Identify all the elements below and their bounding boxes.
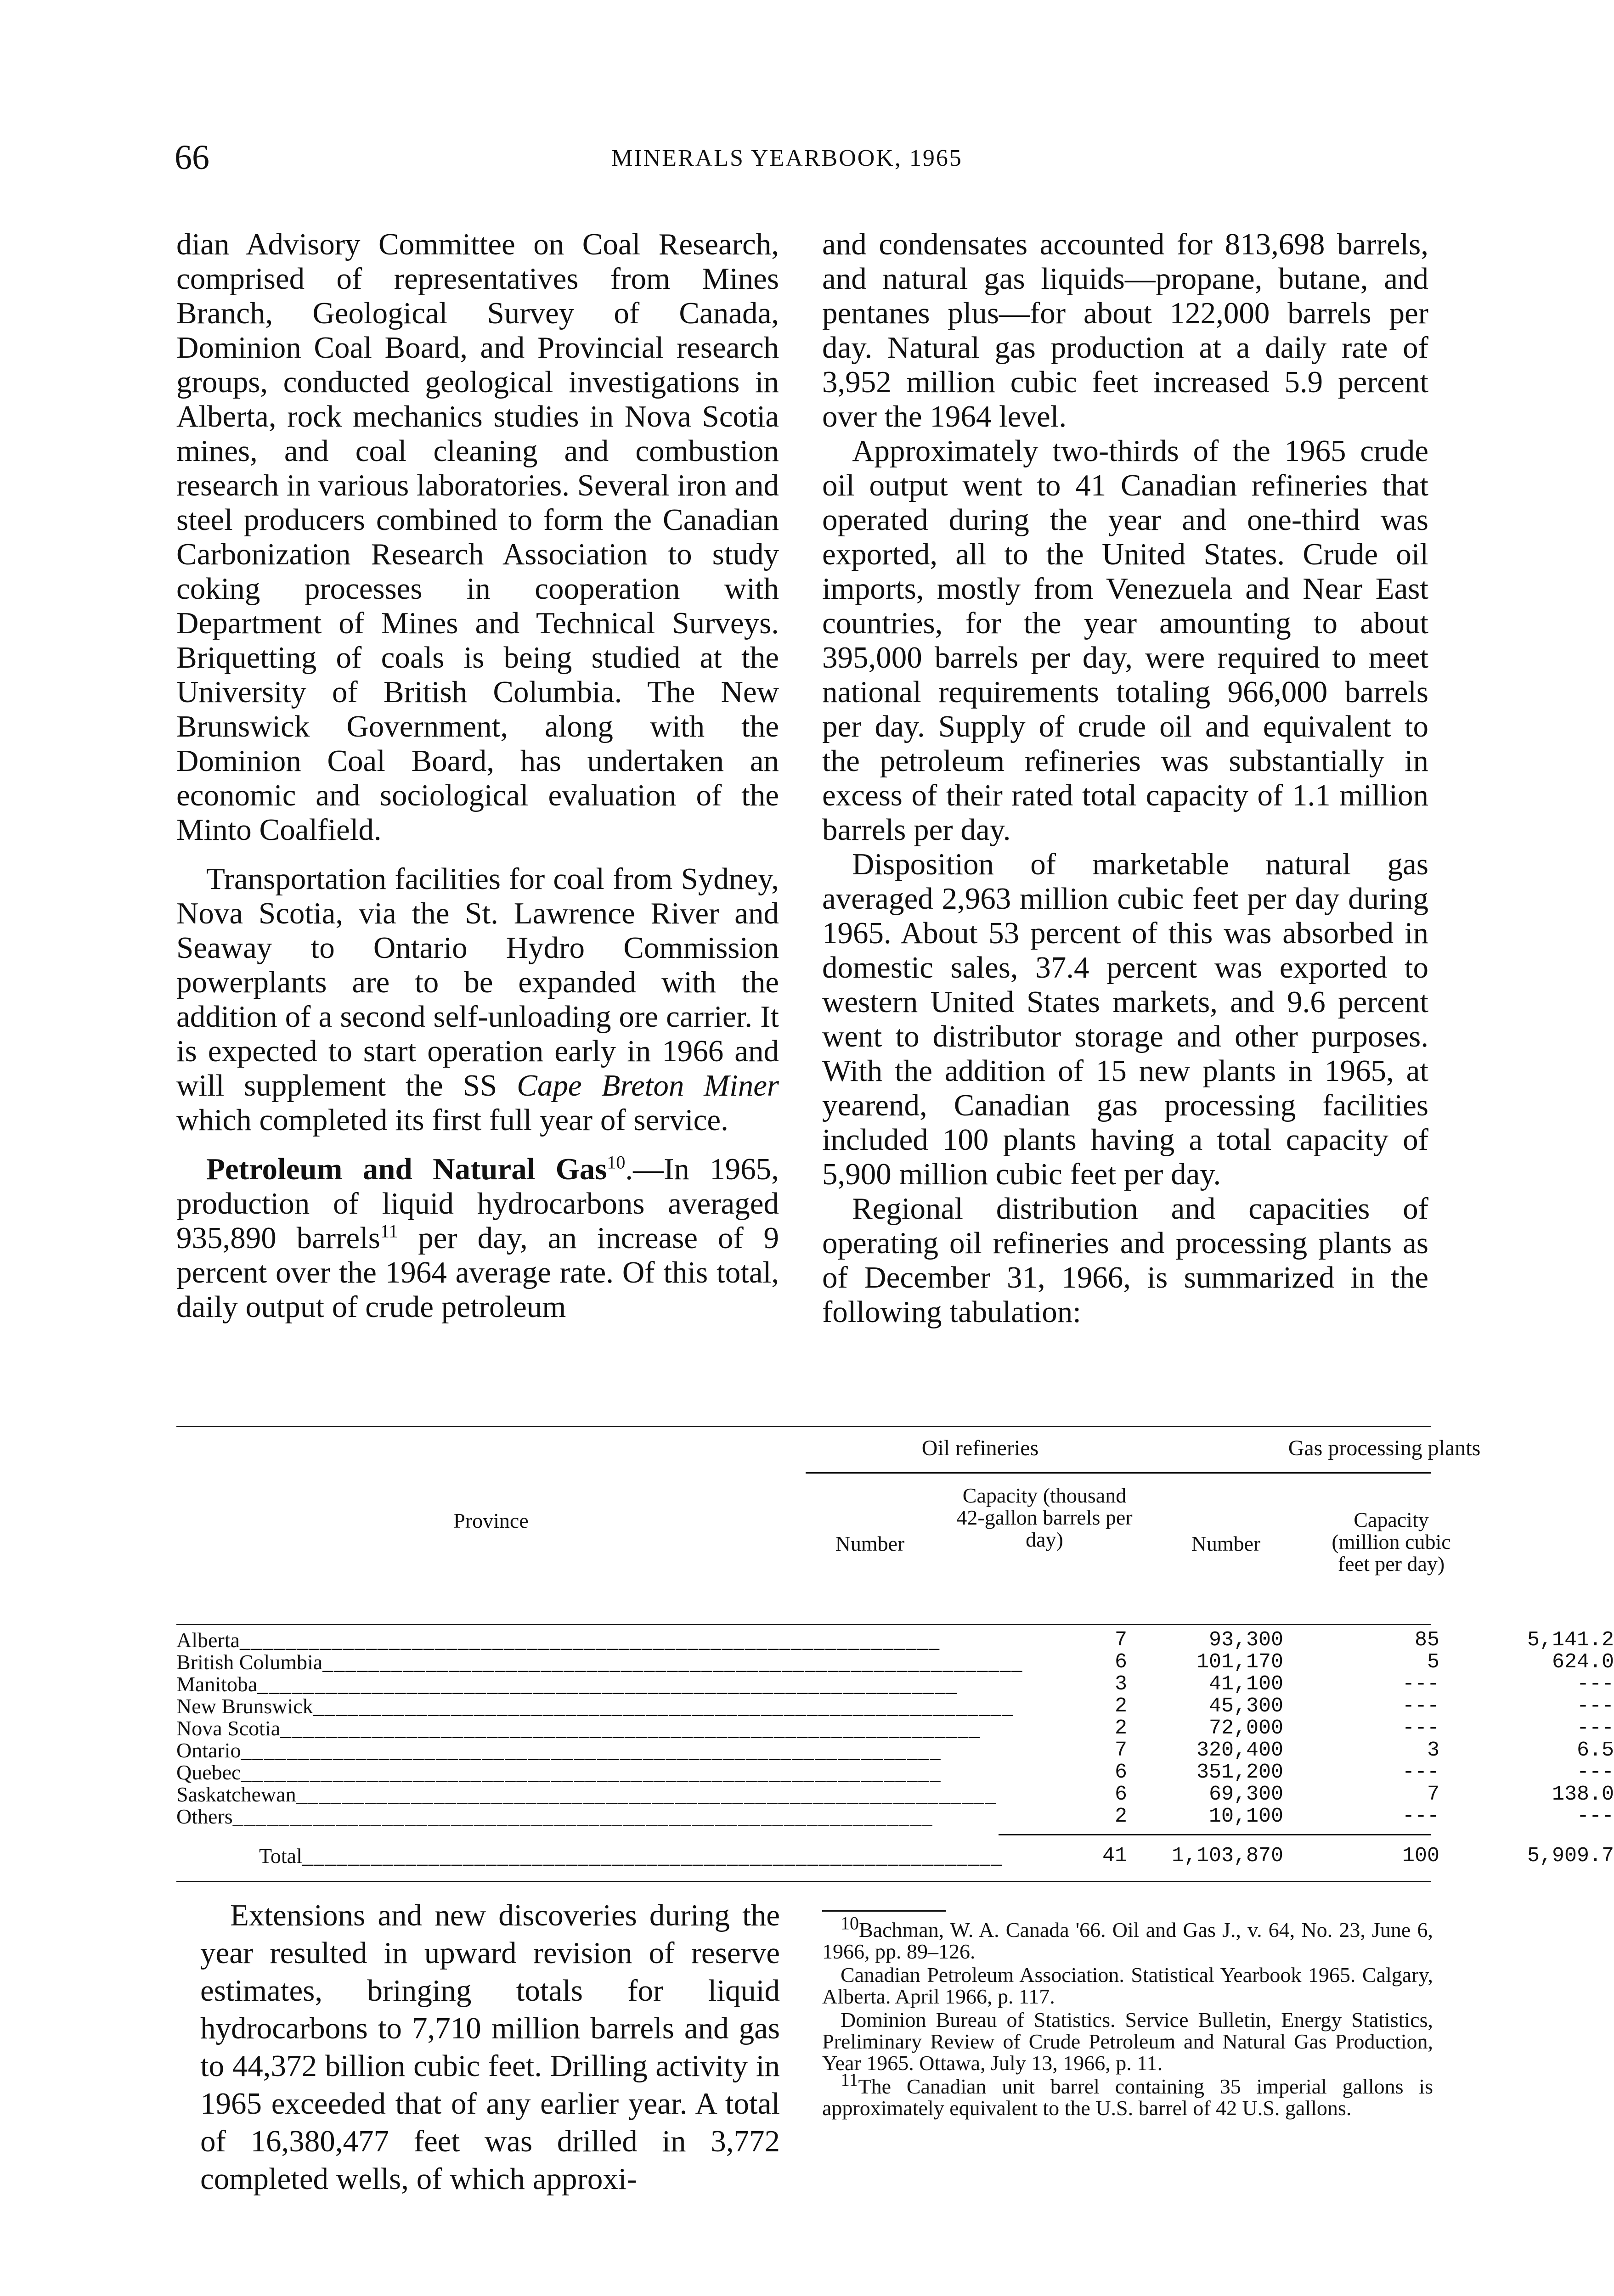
group-header-oil: Oil refineries <box>921 1436 1039 1460</box>
table-row <box>176 1694 1614 1718</box>
total-gas-number: 100 <box>1402 1844 1439 1868</box>
province-cell: British Columbia_____________________________________________________________ <box>176 1650 1023 1674</box>
table-total-row <box>176 1844 1614 1873</box>
province-cell: Quebec_____________________________________________________________ <box>176 1761 942 1784</box>
province-name: Quebec <box>176 1761 241 1784</box>
right-paragraph-1: and condensates accounted for 813,698 barrels, and natural gas liquids—propane, butane, and pentanes plus—for about 122,000 barrels per day. Natural gas production at a daily rate of 3,952 million cubic feet increased 5.9 percent over the 1964 level. <box>822 227 1428 433</box>
right-paragraph-3: Disposition of marketable natural gas averaged 2,963 million cubic feet per day during 1965. About 53 percent of this was absorbed in domestic sales, 37.4 percent was exported to western United States markets, and 9.6 percent went to distributor storage and other purposes. With the addition of 15 new plants in 1965, at yearend, Canadian gas processing facilities included 100 plants having a total capacity of 5,900 million cubic feet per day. <box>822 847 1428 1191</box>
bottom-left-column <box>200 1896 780 2198</box>
header-oil-capacity: Capacity (thousand 42-gallon barrels per day) <box>956 1484 1133 1551</box>
table-row <box>176 1761 1614 1784</box>
table-row <box>176 1739 1614 1762</box>
gas-number-cell: --- <box>1402 1761 1439 1784</box>
header-bottom-rule <box>176 1624 1431 1625</box>
table-row <box>176 1805 1614 1828</box>
gas-capacity-cell: 5,141.2 <box>1527 1628 1614 1652</box>
oil-capacity-cell: 45,300 <box>1208 1694 1283 1718</box>
bottom-left-paragraph: Extensions and new discoveries during the year resulted in upward revision of reserve estimates, bringing totals for liquid hydrocarbons to 7,710 million barrels and gas to 44,372 billion cubic feet. Drilling activity in 1965 exceeded that of any earlier year. A total of 16,380,477 feet was drilled in 3,772 completed wells, of which approxi- <box>200 1898 780 2196</box>
total-oil-number: 41 <box>1102 1844 1127 1868</box>
header-gas-capacity: Capacity (million cubic feet per day) <box>1332 1508 1451 1576</box>
total-rule <box>999 1834 1431 1835</box>
total-label-cell: Total_____________________________________________________________ <box>259 1844 1003 1868</box>
oil-number-cell: 7 <box>1114 1628 1127 1652</box>
gas-number-cell: 7 <box>1427 1783 1439 1806</box>
gas-number-cell: 3 <box>1427 1739 1439 1762</box>
province-name: Saskatchewan <box>176 1783 296 1806</box>
left-paragraph-2-text-a: Transportation facilities for coal from Sydney, Nova Scotia, via the St. Lawrence River and Seaway to Ontario Hydro Commission powerplants are to be expanded with the addition of a second self-unloading ore carrier. It is expected to start operation early in 1966 and will supplement the SS <box>176 862 779 1103</box>
province-cell: Nova Scotia_____________________________________________________________ <box>176 1716 981 1740</box>
oil-number-cell: 6 <box>1114 1650 1127 1674</box>
left-paragraph-2-text-b: which completed its first full year of service. <box>176 1103 728 1137</box>
refineries-table <box>176 1426 1614 1882</box>
oil-number-cell: 2 <box>1114 1716 1127 1740</box>
gas-capacity-cell: --- <box>1576 1694 1614 1718</box>
footnote-ref-11: 11 <box>380 1221 398 1242</box>
province-name: Ontario <box>176 1739 241 1762</box>
group-header-gas: Gas processing plants <box>1288 1436 1481 1460</box>
oil-number-cell: 7 <box>1114 1739 1127 1762</box>
province-name: British Columbia <box>176 1650 323 1674</box>
oil-capacity-cell: 351,200 <box>1196 1761 1283 1784</box>
province-name: Others <box>176 1805 233 1828</box>
footnotes <box>822 1910 1433 2119</box>
gas-capacity-cell: --- <box>1576 1805 1614 1828</box>
oil-capacity-cell: 10,100 <box>1208 1805 1283 1828</box>
gas-number-cell: --- <box>1402 1694 1439 1718</box>
table-row <box>176 1672 1614 1696</box>
oil-number-cell: 6 <box>1114 1783 1127 1806</box>
province-cell: New Brunswick_____________________________________________________________ <box>176 1694 1014 1718</box>
footnote-ref-10: 10 <box>607 1152 626 1173</box>
oil-capacity-cell: 101,170 <box>1196 1650 1283 1674</box>
oil-number-cell: 2 <box>1114 1694 1127 1718</box>
total-gas-capacity: 5,909.7 <box>1527 1844 1614 1868</box>
footnote-11 <box>822 2069 1433 2120</box>
oil-capacity-cell: 69,300 <box>1208 1783 1283 1806</box>
province-name: Nova Scotia <box>176 1716 281 1740</box>
table-row <box>176 1716 1614 1740</box>
gas-capacity-cell: --- <box>1576 1761 1614 1784</box>
left-paragraph-2 <box>176 862 779 1137</box>
right-paragraph-2: Approximately two-thirds of the 1965 crude oil output went to 41 Canadian refineries that operated during the year and one-third was exported, all to the United States. Crude oil imports, mostly from Venezuela and Near East countries, for the year amounting to about 395,000 barrels per day, were required to meet national requirements totaling 966,000 barrels per day. Supply of crude oil and equivalent to the petroleum refineries was substantially in excess of their rated total capacity of 1.1 million barrels per day. <box>822 434 1428 847</box>
province-cell: Manitoba_____________________________________________________________ <box>176 1672 958 1696</box>
running-title: MINERALS YEARBOOK, 1965 <box>611 145 963 171</box>
right-column <box>822 227 1428 1329</box>
province-name: New Brunswick <box>176 1694 313 1718</box>
left-paragraph-3-text-a: .—In 1965, production of liquid hydrocarbons averaged 935,890 barrels <box>176 1152 779 1255</box>
page-number: 66 <box>175 138 209 177</box>
left-paragraph-1: dian Advisory Committee on Coal Research, comprised of representatives from Mines Branch, Geological Survey of Canada, Dominion Coal Board, and Provincial research groups, conducted geological investigations in Alberta, rock mechanics studies in Nova Scotia mines, and coal cleaning and combustion research in various laboratories. Several iron and steel producers combined to form the Canadian Carbonization Research Association to study coking processes in cooperation with Department of Mines and Technical Surveys. Briquetting of coals is being studied at the University of British Columbia. The New Brunswick Government, along with the Dominion Coal Board, has undertaken an economic and sociological evaluation of the Minto Coalfield. <box>176 227 779 847</box>
province-cell: Others_____________________________________________________________ <box>176 1805 933 1828</box>
province-name: Alberta <box>176 1628 240 1652</box>
province-cell: Saskatchewan_____________________________________________________________ <box>176 1783 997 1806</box>
header-province: Province <box>453 1509 529 1532</box>
table-group-headers <box>176 1427 1481 1469</box>
table-row <box>176 1783 1614 1806</box>
ship-name: Cape Breton Miner <box>517 1069 779 1103</box>
gas-capacity-cell: 6.5 <box>1576 1739 1614 1762</box>
province-cell: Alberta_____________________________________________________________ <box>176 1628 940 1652</box>
oil-number-cell: 3 <box>1114 1672 1127 1696</box>
footnote-10-mark: 10 <box>841 1913 859 1934</box>
province-name: Manitoba <box>176 1672 258 1696</box>
gas-capacity-cell: 138.0 <box>1552 1783 1614 1806</box>
footnote-11-text: The Canadian unit barrel containing 35 imperial gallons is approximately equivalent to the U.S. barrel of 42 U.S. gallons. <box>822 2075 1433 2120</box>
table-row <box>176 1650 1614 1674</box>
gas-number-cell: --- <box>1402 1716 1439 1740</box>
province-cell: Ontario_____________________________________________________________ <box>176 1739 942 1762</box>
oil-number-cell: 6 <box>1114 1761 1127 1784</box>
oil-capacity-cell: 320,400 <box>1196 1739 1283 1762</box>
table-body <box>176 1628 1614 1845</box>
oil-capacity-cell: 72,000 <box>1208 1716 1283 1740</box>
oil-capacity-cell: 93,300 <box>1208 1628 1283 1652</box>
gas-number-cell: --- <box>1402 1672 1439 1696</box>
gas-capacity-cell: 624.0 <box>1552 1650 1614 1674</box>
footnote-rule <box>822 1910 946 1912</box>
gas-capacity-cell: --- <box>1576 1672 1614 1696</box>
gas-capacity-cell: --- <box>1576 1716 1614 1740</box>
left-paragraph-3 <box>176 1152 779 1324</box>
left-column <box>176 227 779 1324</box>
table-column-headers <box>176 1469 1451 1629</box>
oil-capacity-cell: 41,100 <box>1208 1672 1283 1696</box>
gas-number-cell: --- <box>1402 1805 1439 1828</box>
footnote-10-cont-1: Canadian Petroleum Association. Statistical Yearbook 1965. Calgary, Alberta. April 1966, p. 117. <box>822 1963 1433 2008</box>
footnote-11-mark: 11 <box>841 2069 858 2090</box>
header-oil-number: Number <box>835 1532 905 1555</box>
oil-number-cell: 2 <box>1114 1805 1127 1828</box>
right-paragraph-4: Regional distribution and capacities of operating oil refineries and processing plants as of December 31, 1966, is summarized in the following tabulation: <box>822 1192 1428 1329</box>
gas-number-cell: 5 <box>1427 1650 1439 1674</box>
section-heading-petroleum: Petroleum and Natural Gas <box>206 1152 607 1186</box>
footnote-10-cont-2: Dominion Bureau of Statistics. Service Bulletin, Energy Statistics, Preliminary Review of Crude Petroleum and Natural Gas Production, Year 1965. Ottawa, July 13, 1966, p. 11. <box>822 2008 1433 2075</box>
gas-number-cell: 85 <box>1414 1628 1439 1652</box>
footnote-10-text-a: Bachman, W. A. Canada '66. Oil and Gas J., v. 64, No. 23, June 6, 1966, pp. 89–126. <box>822 1918 1433 1963</box>
total-label: Total <box>259 1844 302 1868</box>
footnote-10 <box>822 1913 1433 1963</box>
header-gas-number: Number <box>1191 1532 1261 1555</box>
total-oil-capacity: 1,103,870 <box>1171 1844 1283 1868</box>
table-row <box>176 1628 1614 1652</box>
table-bottom-rule <box>176 1881 1431 1882</box>
left-paragraph-3-text-b: per day, an increase of 9 percent over the 1964 average rate. Of this total, daily output of crude petroleum <box>176 1221 779 1324</box>
